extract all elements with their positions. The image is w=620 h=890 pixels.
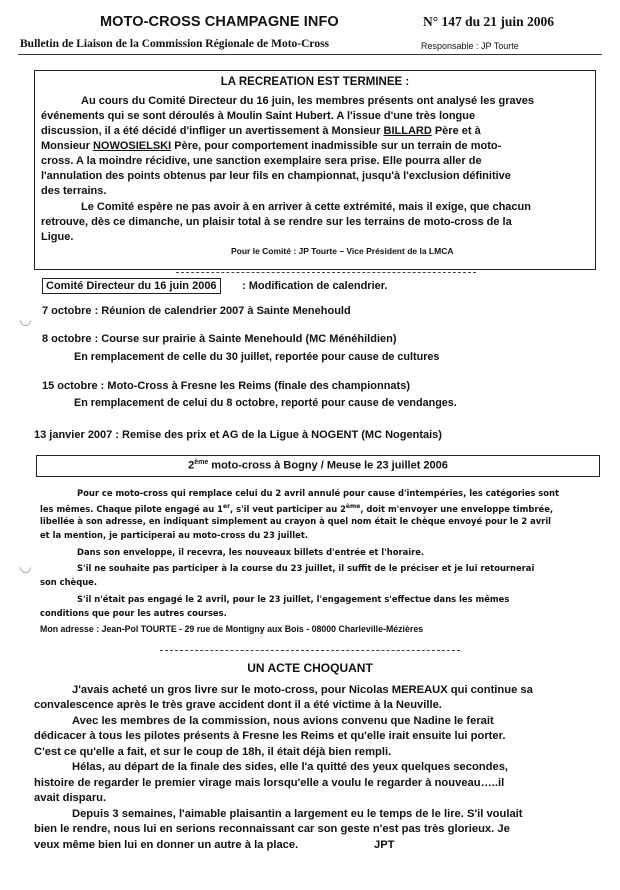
article-line: bien le rendre, nous lui en serions reconnaissant car son geste n'est pas très glorieux. Je [34,823,510,835]
name-nowosielski: NOWOSIELSKI [92,140,172,152]
article-line: dédicacer à tous les pilotes présents à Fresne les Reims et qu'elle irait ensuite lui porter. [34,730,506,742]
calendar-event: 8 octobre : Course sur prairie à Sainte Menehould (MC Ménéhildien) [42,333,397,345]
comite-directeur-label: Comité Directeur du 16 juin 2006 [42,278,221,294]
recreation-box [34,70,596,270]
bogny-line: S'il n'était pas engagé le 2 avril, pour le 23 juillet, l'engagement s'effectue dans les mêmes [77,594,510,604]
article-line: Avec les membres de la commission, nous avions convenu que Nadine le ferait [72,715,494,727]
section-divider [176,272,476,273]
calendar-event-note: En remplacement de celui du 8 octobre, reporté pour cause de vendanges. [74,397,457,409]
responsible-label: Responsable : JP Tourte [421,41,519,51]
calendar-event: 15 octobre : Moto-Cross à Fresne les Reims (finale des championnats) [42,380,410,392]
punch-hole [18,313,34,329]
article-title: UN ACTE CHOQUANT [247,661,373,675]
recreation-line: des terrains. [41,185,107,197]
bogny-line: Dans son enveloppe, il recevra, les nouveaux billets d'entrée et l'horaire. [77,547,425,557]
bogny-box [36,455,600,477]
recreation-line: l'annulation des points obtenus par leur fils en championnat, jusqu'à l'exclusion définitive [41,170,511,182]
calendar-heading: : Modification de calendrier. [242,280,388,292]
bogny-title: 2ème moto-cross à Bogny / Meuse le 23 juillet 2006 [188,459,448,472]
issue-number: N° 147 du 21 juin 2006 [423,14,555,29]
bogny-line: libellée à son adresse, en indiquant simplement au crayon à quel nom était le chèque envoyé pour le 2 avril [40,516,552,526]
recreation-line: événements qui se sont déroulés à Moulin Saint Hubert. A l'issue d'une très longue [41,110,476,122]
article-line: convalescence après le très grave accident dont il a été victime à la Neuville. [34,699,442,711]
bogny-line: Pour ce moto-cross qui remplace celui du 2 avril annulé pour cause d'intempéries, les catégories sont [77,488,559,498]
article-line: veux même bien lui en donner un autre à la place. [34,839,299,851]
recreation-line: discussion, il a été décidé d'infliger un avertissement à Monsieur BILLARD Père et à [41,125,481,137]
article-line: Depuis 3 semaines, l'aimable plaisantin a largement eu le temps de le lire. S'il voulait [72,808,523,820]
header-divider [18,54,602,55]
bogny-line: son chèque. [40,577,98,587]
article-line: avait disparu. [34,792,107,804]
article-line: Hélas, au départ de la finale des sides, elle l'a quitté des yeux quelques secondes, [72,761,509,773]
article-line: C'est ce qu'elle a fait, et sur le coup de 18h, il était déjà bien rempli. [34,746,392,758]
recreation-line: Ligue. [41,231,74,243]
recreation-line: Monsieur NOWOSIELSKI Père, pour comportement inadmissible sur un terrain de moto- [41,140,502,152]
bogny-line: et la mention, je participerai au moto-cross du 23 juillet. [40,530,309,540]
recreation-title: LA RECREATION EST TERMINEE : [220,76,410,88]
article-signature: JPT [374,839,395,851]
name-billard: BILLARD [383,125,432,137]
bogny-line: S'il ne souhaite pas participer à la course du 23 juillet, il suffit de le préciser et je lui retournerai [77,563,535,573]
bogny-line: conditions que pour les autres courses. [40,608,227,618]
mailing-address: Mon adresse : Jean-Pol TOURTE - 29 rue de Montigny aux Bois - 08000 Charleville-Mézières [40,624,424,634]
recreation-signature: Pour le Comité : JP Tourte – Vice Président de la LMCA [231,246,454,256]
newsletter-subtitle: Bulletin de Liaison de la Commission Régionale de Moto-Cross [20,38,330,50]
section-divider [160,650,460,651]
bogny-line: les mêmes. Chaque pilote engagé au 1er, s'il veut participer au 2ème, doit m'envoyer une enveloppe timbrée, [40,503,554,514]
recreation-line: cross. A la moindre récidive, une sanction exemplaire sera prise. Elle pourra aller de [41,155,482,167]
calendar-event: 13 janvier 2007 : Remise des prix et AG de la Ligue à NOGENT (MC Nogentais) [34,429,442,441]
calendar-event-note: En remplacement de celle du 30 juillet, reportée pour cause de cultures [74,351,440,363]
newsletter-title: MOTO-CROSS CHAMPAGNE INFO [100,14,339,30]
recreation-line: Le Comité espère ne pas avoir à en arriver à cette extrémité, mais il exige, que chacun [81,201,531,213]
article-line: J'avais acheté un gros livre sur le moto-cross, pour Nicolas MEREAUX qui continue sa [72,684,533,696]
recreation-line: retrouve, dès ce dimanche, un plaisir total à se rendre sur les terrains de moto-cross de la [41,216,512,228]
calendar-event: 7 octobre : Réunion de calendrier 2007 à Sainte Menehould [42,305,351,317]
recreation-line: Au cours du Comité Directeur du 16 juin, les membres présents ont analysé les graves [81,95,534,107]
article-line: histoire de regarder le premier virage mais lorsqu'elle a voulu le regarder à nouveau…..il [34,777,505,789]
punch-hole [18,560,34,576]
